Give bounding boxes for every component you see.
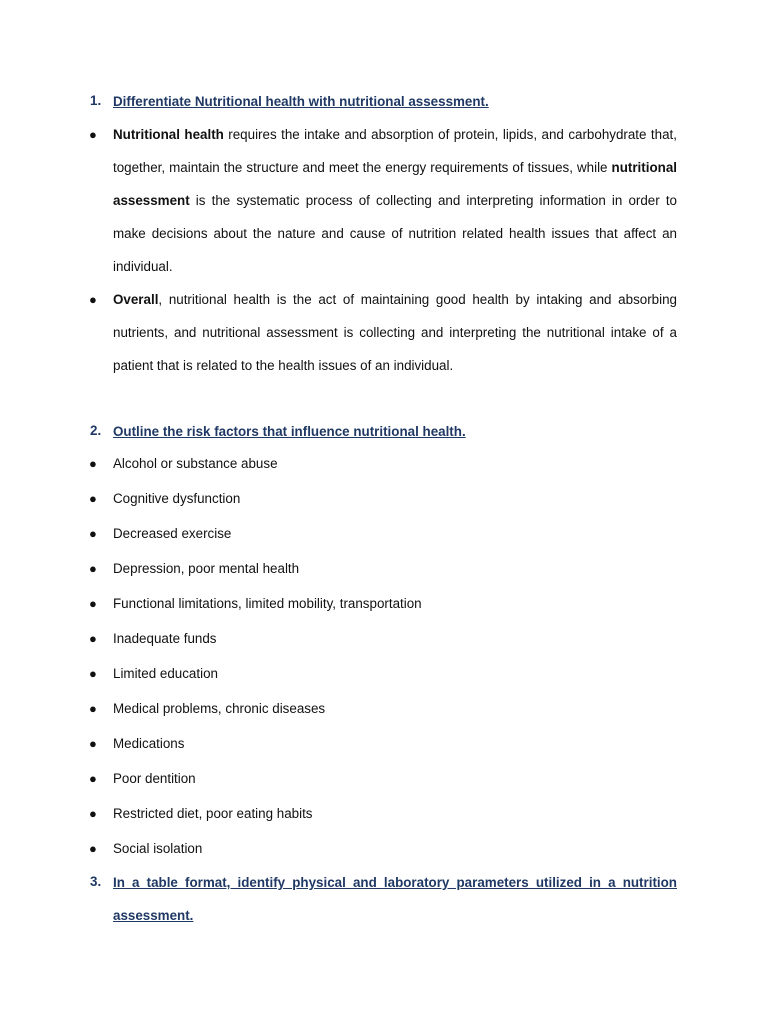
bullet-icon: ● [89, 292, 97, 307]
question-2-number: 2. [90, 423, 102, 438]
bullet-icon: ● [89, 701, 97, 716]
list-item: Depression, poor mental health [113, 561, 300, 576]
bullet-icon: ● [89, 631, 97, 646]
question-3-heading: In a table format, identify physical and laboratory parameters utilized in a nutrition assessment. [113, 875, 677, 923]
list-item: Social isolation [113, 841, 203, 856]
list-item: Cognitive dysfunction [113, 491, 241, 506]
list-item: Inadequate funds [113, 631, 217, 646]
list-item: Poor dentition [113, 771, 196, 786]
list-item: Restricted diet, poor eating habits [113, 806, 313, 821]
bullet-icon: ● [89, 806, 97, 821]
bullet-icon: ● [89, 736, 97, 751]
question-2-heading: Outline the risk factors that influence nutritional health. [113, 424, 466, 439]
list-item: Limited education [113, 666, 218, 681]
list-item: Decreased exercise [113, 526, 232, 541]
bullet-icon: ● [89, 561, 97, 576]
term-overall: Overall [113, 292, 159, 307]
question-1-heading: Differentiate Nutritional health with nutritional assessment. [113, 94, 489, 109]
question-1-number: 1. [90, 93, 102, 108]
question-3-number: 3. [90, 874, 102, 889]
bullet-icon: ● [89, 841, 97, 856]
bullet-icon: ● [89, 666, 97, 681]
list-item: Medications [113, 736, 185, 751]
term-nutritional-assessment: nutritional assessment [113, 160, 677, 208]
q1-paragraph-1: Nutritional health requires the intake and absorption of protein, lipids, and carbohydrate that, together, maintain the structure and meet the energy requirements of tissues, while nutritional assessment is the systematic process of collecting and interpreting information in order to make decisions about the nature and cause of nutrition related health issues that affect an individual. [113, 127, 677, 274]
list-item: Functional limitations, limited mobility, transportation [113, 596, 422, 611]
bullet-icon: ● [89, 771, 97, 786]
bullet-icon: ● [89, 596, 97, 611]
bullet-icon: ● [89, 526, 97, 541]
bullet-icon: ● [89, 127, 97, 142]
list-item: Alcohol or substance abuse [113, 456, 278, 471]
q1-paragraph-2: Overall, nutritional health is the act of maintaining good health by intaking and absorbing nutrients, and nutritional assessment is collecting and interpreting the nutritional intake of a patient that is related to the health issues of an individual. [113, 292, 677, 373]
bullet-icon: ● [89, 456, 97, 471]
bullet-icon: ● [89, 491, 97, 506]
list-item: Medical problems, chronic diseases [113, 701, 326, 716]
term-nutritional-health: Nutritional health [113, 127, 224, 142]
